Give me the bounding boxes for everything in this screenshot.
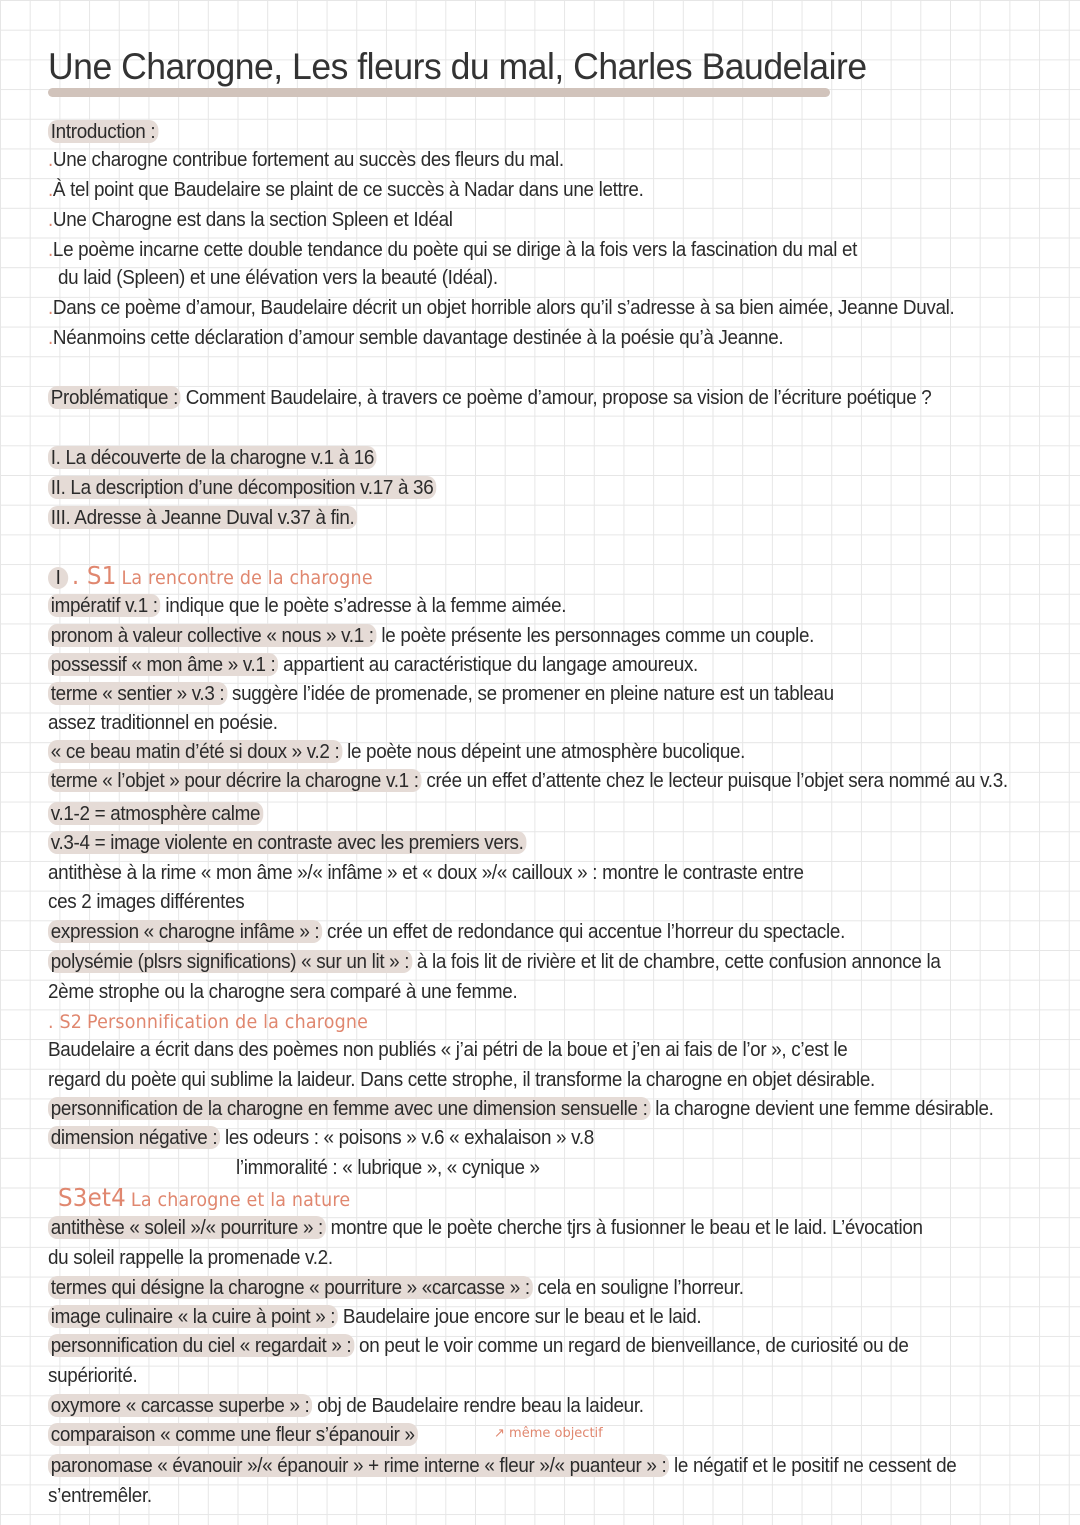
analysis-line: paronomase « évanouir »/« épanouir » + rime interne « fleur »/« puanteur » : le négatif et le positif ne cessent de	[48, 1452, 956, 1479]
analysis-line: polysémie (plsrs significations) « sur un lit » : à la fois lit de rivière et lit de chambre, cette confusion annonce la	[48, 948, 941, 975]
analysis-line: regard du poète qui sublime la laideur. Dans cette strophe, il transforme la charogne en objet désirable.	[48, 1068, 875, 1091]
analysis-line: terme « sentier » v.3 : suggère l’idée de promenade, se promener en pleine nature est un tableau	[48, 680, 834, 707]
analysis-line: ces 2 images différentes	[48, 890, 245, 913]
intro-line: .Néanmoins cette déclaration d’amour semble davantage destinée à la poésie qu’à Jeanne.	[48, 326, 784, 349]
analysis-line: l’immoralité : « lubrique », « cynique »	[236, 1156, 540, 1179]
analysis-line: assez traditionnel en poésie.	[48, 711, 278, 734]
intro-line: .À tel point que Baudelaire se plaint de ce succès à Nadar dans une lettre.	[48, 178, 644, 201]
section-s34-heading: S3et4 La charogne et la nature	[58, 1183, 351, 1212]
analysis-line: personnification du ciel « regardait » : on peut le voir comme un regard de bienveillance, de curiosité ou de	[48, 1332, 909, 1359]
analysis-line: possessif « mon âme » v.1 : appartient au caractéristique du langage amoureux.	[48, 651, 698, 678]
side-note: ↗ même objectif	[494, 1426, 603, 1441]
intro-line: .Une charogne contribue fortement au succès des fleurs du mal.	[48, 148, 564, 171]
analysis-line: pronom à valeur collective « nous » v.1 : le poète présente les personnages comme un couple.	[48, 622, 814, 649]
analysis-line: termes qui désigne la charogne « pourriture » «carcasse » : cela en souligne l’horreur.	[48, 1274, 744, 1301]
analysis-line: expression « charogne infâme » : crée un effet de redondance qui accentue l’horreur du spectacle.	[48, 918, 845, 945]
analysis-line: personnification de la charogne en femme avec une dimension sensuelle : la charogne devient une femme désirable.	[48, 1095, 994, 1122]
problematique: Problématique : Comment Baudelaire, à travers ce poème d’amour, propose sa vision de l’écriture poétique ?	[48, 384, 931, 411]
analysis-line: du soleil rappelle la promenade v.2.	[48, 1246, 333, 1269]
intro-heading: Introduction :	[48, 118, 158, 145]
intro-line: du laid (Spleen) et une élévation vers la beauté (Idéal).	[58, 266, 498, 289]
analysis-line: Baudelaire a écrit dans des poèmes non publiés « j’ai pétri de la boue et j’en ai fais de l’or », c’est le	[48, 1038, 848, 1061]
analysis-line: supériorité.	[48, 1364, 138, 1387]
analysis-line: comparaison « comme une fleur s’épanouir »	[48, 1421, 417, 1448]
analysis-line: antithèse « soleil »/« pourriture » : montre que le poète cherche tjrs à fusionner le beau et le laid. L’évocation	[48, 1214, 923, 1241]
section-s2-heading: . S2 Personnification de la charogne	[48, 1011, 369, 1033]
plan-item: III. Adresse à Jeanne Duval v.37 à fin.	[48, 504, 357, 531]
analysis-line: impératif v.1 : indique que le poète s’adresse à la femme aimée.	[48, 592, 566, 619]
analysis-line: terme « l’objet » pour décrire la charogne v.1 : crée un effet d’attente chez le lecteur puisque l’objet sera nommé au v.3.	[48, 767, 1008, 794]
analysis-line: antithèse à la rime « mon âme »/« infâme » et « doux »/« cailloux » : montre le contraste entre	[48, 861, 804, 884]
analysis-line: v.1-2 = atmosphère calme	[48, 800, 263, 827]
analysis-line: s’entremêler.	[48, 1484, 152, 1507]
section-1-heading: I . S1 La rencontre de la charogne	[48, 562, 373, 592]
intro-line: .Dans ce poème d’amour, Baudelaire décrit un objet horrible alors qu’il s’adresse à sa bien aimée, Jeanne Duval.	[48, 296, 955, 319]
analysis-line: oxymore « carcasse superbe » : obj de Baudelaire rendre beau la laideur.	[48, 1392, 644, 1419]
analysis-line: image culinaire « la cuire à point » : Baudelaire joue encore sur le beau et le laid.	[48, 1303, 701, 1330]
plan-item: II. La description d’une décomposition v.17 à 36	[48, 474, 436, 501]
page-title: Une Charogne, Les fleurs du mal, Charles Baudelaire	[48, 46, 867, 87]
analysis-line: « ce beau matin d’été si doux » v.2 : le poète nous dépeint une atmosphère bucolique.	[48, 738, 745, 765]
plan-item: I. La découverte de la charogne v.1 à 16	[48, 444, 377, 471]
analysis-line: dimension négative : les odeurs : « poisons » v.6 « exhalaison » v.8	[48, 1124, 594, 1151]
analysis-line: 2ème strophe ou la charogne sera comparé à une femme.	[48, 980, 518, 1003]
title-underline	[48, 88, 830, 97]
intro-line: .Le poème incarne cette double tendance du poète qui se dirige à la fois vers la fascination du mal et	[48, 238, 858, 261]
intro-line: .Une Charogne est dans la section Spleen et Idéal	[48, 208, 453, 231]
analysis-line: v.3-4 = image violente en contraste avec les premiers vers.	[48, 829, 526, 856]
